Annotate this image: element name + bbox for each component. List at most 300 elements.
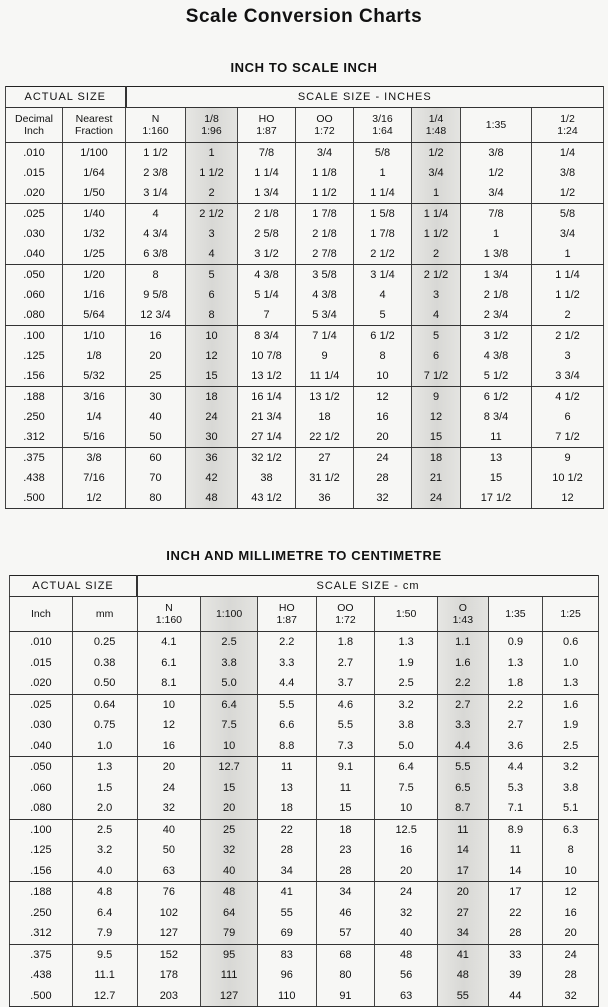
- scale-size-cell: 15: [461, 468, 532, 488]
- scale-size-cell: 16 1/4: [238, 387, 296, 408]
- scale-size-cell: 27: [438, 903, 489, 924]
- scale-size-cell: 7: [238, 305, 296, 326]
- scale-size-cell: 20: [137, 757, 201, 778]
- scale-size-cell: 15: [186, 366, 238, 387]
- actual-size-cell: 0.75: [72, 715, 137, 736]
- table-row: [10, 923, 599, 944]
- actual-size-cell: 1/40: [63, 204, 126, 225]
- scale-size-cell: 8: [186, 305, 238, 326]
- scale-size-cell: 8: [543, 840, 599, 861]
- column-header-line: 1/4: [428, 113, 444, 125]
- scale-size-cell: 16: [126, 326, 186, 347]
- scale-size-cell: 5.5: [257, 694, 316, 715]
- actual-size-cell: 1/10: [63, 326, 126, 347]
- scale-size-cell: 20: [543, 923, 599, 944]
- scale-size-cell: 1: [412, 183, 461, 204]
- column-header-line: mm: [95, 608, 114, 620]
- actual-size-cell: .250: [6, 407, 63, 427]
- scale-size-cell: 70: [126, 468, 186, 488]
- actual-size-cell: .010: [6, 143, 63, 164]
- scale-size-cell: 6 3/8: [126, 244, 186, 265]
- actual-size-cell: .060: [6, 285, 63, 305]
- scale-size-cell: 1 3/8: [461, 244, 532, 265]
- scale-size-cell: 17: [438, 861, 489, 882]
- scale-size-cell: 6.3: [543, 819, 599, 840]
- scale-size-cell: 1 7/8: [296, 204, 354, 225]
- table-row: [6, 143, 604, 164]
- column-header-line: 1/2: [560, 113, 575, 125]
- scale-size-cell: 1.1: [438, 632, 489, 653]
- scale-size-cell: 127: [137, 923, 201, 944]
- scale-size-cell: 22: [488, 903, 543, 924]
- table-row: [10, 653, 599, 674]
- scale-size-cell: 20: [126, 346, 186, 366]
- scale-size-cell: 15: [412, 427, 461, 448]
- scale-size-cell: 10 7/8: [238, 346, 296, 366]
- column-header: [137, 597, 201, 632]
- scale-size-cell: 4 1/2: [532, 387, 604, 408]
- column-header-line: 1:24: [557, 125, 578, 137]
- table-row: [10, 715, 599, 736]
- table-row: [6, 305, 604, 326]
- scale-size-cell: 12 3/4: [126, 305, 186, 326]
- scale-size-cell: 1 3/4: [461, 265, 532, 286]
- scale-size-cell: 17 1/2: [461, 488, 532, 509]
- table-row: [6, 366, 604, 387]
- actual-size-cell: .020: [6, 183, 63, 204]
- scale-size-cell: 4: [354, 285, 412, 305]
- actual-size-cell: 7/16: [63, 468, 126, 488]
- actual-size-cell: 1/25: [63, 244, 126, 265]
- scale-size-cell: 25: [201, 819, 258, 840]
- scale-size-cell: 10: [543, 861, 599, 882]
- table-row: [10, 736, 599, 757]
- scale-size-cell: 6: [532, 407, 604, 427]
- actual-size-cell: 1/64: [63, 163, 126, 183]
- scale-size-cell: 41: [257, 882, 316, 903]
- scale-size-cell: 24: [354, 448, 412, 469]
- actual-size-cell: .050: [10, 757, 73, 778]
- scale-size-cell: 34: [316, 882, 375, 903]
- scale-size-cell: 50: [126, 427, 186, 448]
- scale-size-cell: 57: [316, 923, 375, 944]
- scale-size-cell: 16: [354, 407, 412, 427]
- scale-size-cell: 8.9: [488, 819, 543, 840]
- scale-size-cell: 5.5: [438, 757, 489, 778]
- scale-size-cell: 1 1/2: [186, 163, 238, 183]
- scale-size-cell: 55: [438, 986, 489, 1007]
- actual-size-cell: 5/16: [63, 427, 126, 448]
- scale-size-cell: 127: [201, 986, 258, 1007]
- actual-size-cell: .010: [10, 632, 73, 653]
- actual-size-cell: .030: [10, 715, 73, 736]
- scale-size-cell: 32: [137, 798, 201, 819]
- actual-size-cell: .125: [10, 840, 73, 861]
- column-header: [543, 597, 599, 632]
- actual-size-cell: 2.0: [72, 798, 137, 819]
- scale-size-cell: 6.4: [201, 694, 258, 715]
- actual-size-cell: 0.38: [72, 653, 137, 674]
- scale-size-cell: 18: [412, 448, 461, 469]
- scale-size-cell: 2: [186, 183, 238, 204]
- scale-size-header: SCALE SIZE - cm: [137, 576, 599, 597]
- scale-size-cell: 2.2: [257, 632, 316, 653]
- scale-size-cell: 13 1/2: [238, 366, 296, 387]
- scale-size-cell: 3.7: [316, 673, 375, 694]
- scale-size-cell: 2.2: [488, 694, 543, 715]
- scale-size-cell: 1.3: [488, 653, 543, 674]
- scale-size-cell: 64: [201, 903, 258, 924]
- scale-size-cell: 5.5: [316, 715, 375, 736]
- actual-size-cell: .015: [6, 163, 63, 183]
- scale-size-cell: 4.4: [438, 736, 489, 757]
- scale-size-cell: 1: [354, 163, 412, 183]
- actual-size-cell: 0.50: [72, 673, 137, 694]
- scale-size-cell: 2 3/4: [461, 305, 532, 326]
- scale-size-cell: 34: [438, 923, 489, 944]
- column-header-line: 1/8: [204, 113, 219, 125]
- scale-size-cell: 2.7: [316, 653, 375, 674]
- column-header-line: 1:72: [314, 125, 335, 137]
- column-header-line: Inch: [24, 125, 44, 137]
- actual-size-cell: 9.5: [72, 944, 137, 965]
- scale-size-cell: 9: [296, 346, 354, 366]
- actual-size-cell: .188: [6, 387, 63, 408]
- scale-size-cell: 3/4: [296, 143, 354, 164]
- scale-size-cell: 42: [186, 468, 238, 488]
- scale-size-cell: 3: [532, 346, 604, 366]
- scale-size-cell: 80: [316, 965, 375, 986]
- actual-size-cell: .050: [6, 265, 63, 286]
- scale-size-cell: 7 1/2: [412, 366, 461, 387]
- scale-size-cell: 32: [354, 488, 412, 509]
- actual-size-cell: 3.2: [72, 840, 137, 861]
- table-row: [6, 427, 604, 448]
- scale-size-cell: 48: [201, 882, 258, 903]
- scale-size-cell: 4.4: [257, 673, 316, 694]
- inch-mm-to-cm-title: INCH AND MILLIMETRE TO CENTIMETRE: [166, 548, 442, 563]
- scale-size-cell: 5 3/4: [296, 305, 354, 326]
- actual-size-cell: 1/8: [63, 346, 126, 366]
- scale-size-cell: 8: [354, 346, 412, 366]
- scale-size-cell: 2: [412, 244, 461, 265]
- scale-size-cell: 1 1/4: [354, 183, 412, 204]
- scale-size-cell: 3.3: [438, 715, 489, 736]
- scale-size-cell: 55: [257, 903, 316, 924]
- column-header-row: [6, 108, 604, 143]
- column-header-line: 1:96: [201, 125, 222, 137]
- table-row: [6, 163, 604, 183]
- scale-size-cell: 4.4: [488, 757, 543, 778]
- scale-size-cell: 4: [126, 204, 186, 225]
- actual-size-cell: 1.3: [72, 757, 137, 778]
- scale-size-cell: 2.2: [438, 673, 489, 694]
- column-header: [375, 597, 438, 632]
- scale-size-cell: 3: [412, 285, 461, 305]
- scale-size-cell: 1 5/8: [354, 204, 412, 225]
- actual-size-cell: .030: [6, 224, 63, 244]
- column-header-line: Fraction: [75, 125, 113, 137]
- column-header-line: 1:35: [505, 608, 526, 620]
- actual-size-cell: 1/4: [63, 407, 126, 427]
- scale-size-cell: 48: [375, 944, 438, 965]
- scale-size-cell: 9 5/8: [126, 285, 186, 305]
- scale-size-cell: 1: [186, 143, 238, 164]
- scale-size-cell: 12.5: [375, 819, 438, 840]
- scale-size-cell: 4: [412, 305, 461, 326]
- column-header-row: [10, 597, 599, 632]
- scale-size-cell: 2 1/8: [296, 224, 354, 244]
- column-header-line: 1:87: [256, 125, 277, 137]
- actual-size-cell: .060: [10, 778, 73, 799]
- scale-size-cell: 8.8: [257, 736, 316, 757]
- page-title: Scale Conversion Charts: [185, 6, 423, 27]
- scale-size-cell: 13 1/2: [296, 387, 354, 408]
- table-row: [10, 965, 599, 986]
- column-header-line: 1:64: [372, 125, 393, 137]
- actual-size-header: ACTUAL SIZE: [6, 87, 126, 108]
- scale-size-cell: 3 1/4: [354, 265, 412, 286]
- scale-size-cell: 4 3/8: [461, 346, 532, 366]
- scale-size-cell: 96: [257, 965, 316, 986]
- scale-size-cell: 152: [137, 944, 201, 965]
- table-row: [10, 819, 599, 840]
- column-header: [126, 108, 186, 143]
- table-body: [6, 143, 604, 509]
- scale-size-cell: 2 7/8: [296, 244, 354, 265]
- scale-size-cell: 10: [375, 798, 438, 819]
- column-header-line: Nearest: [75, 113, 113, 125]
- scale-size-cell: 5: [354, 305, 412, 326]
- column-header-line: OO: [337, 602, 354, 614]
- table-row: [6, 183, 604, 204]
- actual-size-cell: 7.9: [72, 923, 137, 944]
- actual-size-cell: .500: [10, 986, 73, 1007]
- actual-size-cell: .100: [6, 326, 63, 347]
- actual-size-cell: 4.0: [72, 861, 137, 882]
- table-row: [6, 265, 604, 286]
- scale-size-cell: 36: [186, 448, 238, 469]
- column-header-line: Decimal: [15, 113, 53, 125]
- actual-size-cell: .040: [10, 736, 73, 757]
- table-row: [10, 673, 599, 694]
- scale-size-cell: 1.6: [543, 694, 599, 715]
- scale-size-cell: 14: [488, 861, 543, 882]
- scale-size-cell: 28: [354, 468, 412, 488]
- table-row: [10, 986, 599, 1007]
- scale-size-cell: 43 1/2: [238, 488, 296, 509]
- scale-size-cell: 20: [354, 427, 412, 448]
- column-header-line: 1:25: [560, 608, 581, 620]
- scale-size-cell: 91: [316, 986, 375, 1007]
- table-row: [6, 387, 604, 408]
- scale-size-cell: 6: [186, 285, 238, 305]
- actual-size-cell: .375: [10, 944, 73, 965]
- scale-size-cell: 5/8: [354, 143, 412, 164]
- scale-size-cell: 5 1/2: [461, 366, 532, 387]
- scale-size-cell: 7/8: [461, 204, 532, 225]
- scale-size-cell: 12: [186, 346, 238, 366]
- scale-size-cell: 32: [375, 903, 438, 924]
- scale-size-cell: 0.9: [488, 632, 543, 653]
- scale-size-cell: 38: [238, 468, 296, 488]
- scale-size-cell: 3: [186, 224, 238, 244]
- scale-size-cell: 6.1: [137, 653, 201, 674]
- scale-size-cell: 5.0: [201, 673, 258, 694]
- actual-size-cell: 1/2: [63, 488, 126, 509]
- scale-size-cell: 1/4: [532, 143, 604, 164]
- scale-size-cell: 30: [126, 387, 186, 408]
- scale-size-cell: 1 1/8: [296, 163, 354, 183]
- table-row: [10, 632, 599, 653]
- scale-size-cell: 12: [354, 387, 412, 408]
- scale-size-cell: 6: [412, 346, 461, 366]
- scale-size-cell: 1: [532, 244, 604, 265]
- scale-size-cell: 83: [257, 944, 316, 965]
- scale-size-cell: 9: [532, 448, 604, 469]
- scale-size-cell: 10: [354, 366, 412, 387]
- scale-size-cell: 32: [543, 986, 599, 1007]
- scale-size-cell: 5: [186, 265, 238, 286]
- actual-size-cell: .125: [6, 346, 63, 366]
- actual-size-cell: .500: [6, 488, 63, 509]
- scale-size-cell: 1.3: [543, 673, 599, 694]
- scale-size-cell: 1.8: [488, 673, 543, 694]
- scale-size-cell: 1.9: [375, 653, 438, 674]
- scale-size-cell: 5 1/4: [238, 285, 296, 305]
- scale-size-cell: 3.8: [543, 778, 599, 799]
- column-header: [186, 108, 238, 143]
- actual-size-cell: .020: [10, 673, 73, 694]
- column-header: [532, 108, 604, 143]
- scale-size-cell: 28: [543, 965, 599, 986]
- scale-size-cell: 3/8: [461, 143, 532, 164]
- scale-size-cell: 21 3/4: [238, 407, 296, 427]
- scale-size-cell: 2.5: [201, 632, 258, 653]
- scale-size-cell: 8 3/4: [461, 407, 532, 427]
- scale-size-cell: 7.5: [375, 778, 438, 799]
- scale-size-cell: 69: [257, 923, 316, 944]
- scale-size-cell: 16: [543, 903, 599, 924]
- column-header-line: 1:43: [452, 614, 474, 626]
- actual-size-cell: .025: [6, 204, 63, 225]
- table-row: [6, 204, 604, 225]
- scale-size-cell: 21: [412, 468, 461, 488]
- actual-size-cell: 6.4: [72, 903, 137, 924]
- scale-size-cell: 110: [257, 986, 316, 1007]
- scale-size-cell: 3/4: [412, 163, 461, 183]
- table-row: [6, 407, 604, 427]
- scale-size-cell: 4 3/4: [126, 224, 186, 244]
- scale-size-cell: 1 1/2: [412, 224, 461, 244]
- scale-size-cell: 203: [137, 986, 201, 1007]
- scale-size-cell: 3/8: [532, 163, 604, 183]
- scale-size-cell: 4 3/8: [296, 285, 354, 305]
- scale-size-cell: 16: [375, 840, 438, 861]
- scale-size-cell: 28: [316, 861, 375, 882]
- table-row: [10, 882, 599, 903]
- scale-size-cell: 24: [543, 944, 599, 965]
- scale-size-cell: 40: [375, 923, 438, 944]
- scale-size-cell: 9.1: [316, 757, 375, 778]
- scale-size-cell: 10: [201, 736, 258, 757]
- scale-size-cell: 102: [137, 903, 201, 924]
- column-header-line: 1:87: [276, 614, 297, 626]
- scale-size-cell: 3.8: [375, 715, 438, 736]
- scale-size-cell: 4: [186, 244, 238, 265]
- scale-size-cell: 1.0: [543, 653, 599, 674]
- scale-size-cell: 7.3: [316, 736, 375, 757]
- scale-size-cell: 111: [201, 965, 258, 986]
- actual-size-cell: 3/8: [63, 448, 126, 469]
- actual-size-cell: 1/20: [63, 265, 126, 286]
- scale-size-cell: 20: [375, 861, 438, 882]
- scale-size-cell: 6.6: [257, 715, 316, 736]
- actual-size-cell: 11.1: [72, 965, 137, 986]
- scale-size-cell: 40: [201, 861, 258, 882]
- column-header-line: 1:160: [142, 125, 169, 137]
- column-header-line: 1:160: [155, 614, 183, 626]
- scale-size-cell: 3.6: [488, 736, 543, 757]
- scale-size-cell: 63: [375, 986, 438, 1007]
- inch-mm-to-cm-table: [9, 575, 599, 1007]
- scale-size-cell: 6 1/2: [354, 326, 412, 347]
- scale-size-cell: 2 1/8: [238, 204, 296, 225]
- table-row: [10, 944, 599, 965]
- scale-size-cell: 2 1/2: [186, 204, 238, 225]
- scale-size-cell: 39: [488, 965, 543, 986]
- scale-size-cell: 2.5: [375, 673, 438, 694]
- scale-size-cell: 20: [201, 798, 258, 819]
- scale-size-cell: 18: [257, 798, 316, 819]
- scale-size-cell: 15: [201, 778, 258, 799]
- scale-size-cell: 11: [316, 778, 375, 799]
- scale-size-cell: 0.6: [543, 632, 599, 653]
- scale-size-cell: 4.6: [316, 694, 375, 715]
- scale-size-cell: 1.8: [316, 632, 375, 653]
- scale-size-cell: 5.0: [375, 736, 438, 757]
- actual-size-cell: .100: [10, 819, 73, 840]
- scale-size-cell: 6.5: [438, 778, 489, 799]
- scale-size-cell: 6.4: [375, 757, 438, 778]
- column-header-line: 1:35: [485, 119, 507, 131]
- scale-size-cell: 8.1: [137, 673, 201, 694]
- actual-size-cell: .025: [10, 694, 73, 715]
- actual-size-cell: .250: [10, 903, 73, 924]
- actual-size-cell: .438: [10, 965, 73, 986]
- scale-size-cell: 41: [438, 944, 489, 965]
- scale-size-cell: 27 1/4: [238, 427, 296, 448]
- scale-size-cell: 18: [316, 819, 375, 840]
- scale-size-cell: 32: [201, 840, 258, 861]
- column-header-line: HO: [258, 113, 275, 125]
- column-header-line: N: [151, 113, 160, 125]
- column-header: [257, 597, 316, 632]
- scale-size-cell: 4.1: [137, 632, 201, 653]
- column-header-line: 1:72: [335, 614, 356, 626]
- table-row: [6, 468, 604, 488]
- scale-size-cell: 2 1/2: [354, 244, 412, 265]
- scale-size-cell: 14: [438, 840, 489, 861]
- actual-size-header: ACTUAL SIZE: [10, 576, 138, 597]
- scale-size-cell: 3.8: [201, 653, 258, 674]
- column-header: [461, 108, 532, 143]
- table-row: [6, 488, 604, 509]
- scale-size-cell: 16: [137, 736, 201, 757]
- scale-size-cell: 18: [296, 407, 354, 427]
- scale-size-cell: 7.1: [488, 798, 543, 819]
- scale-size-cell: 30: [186, 427, 238, 448]
